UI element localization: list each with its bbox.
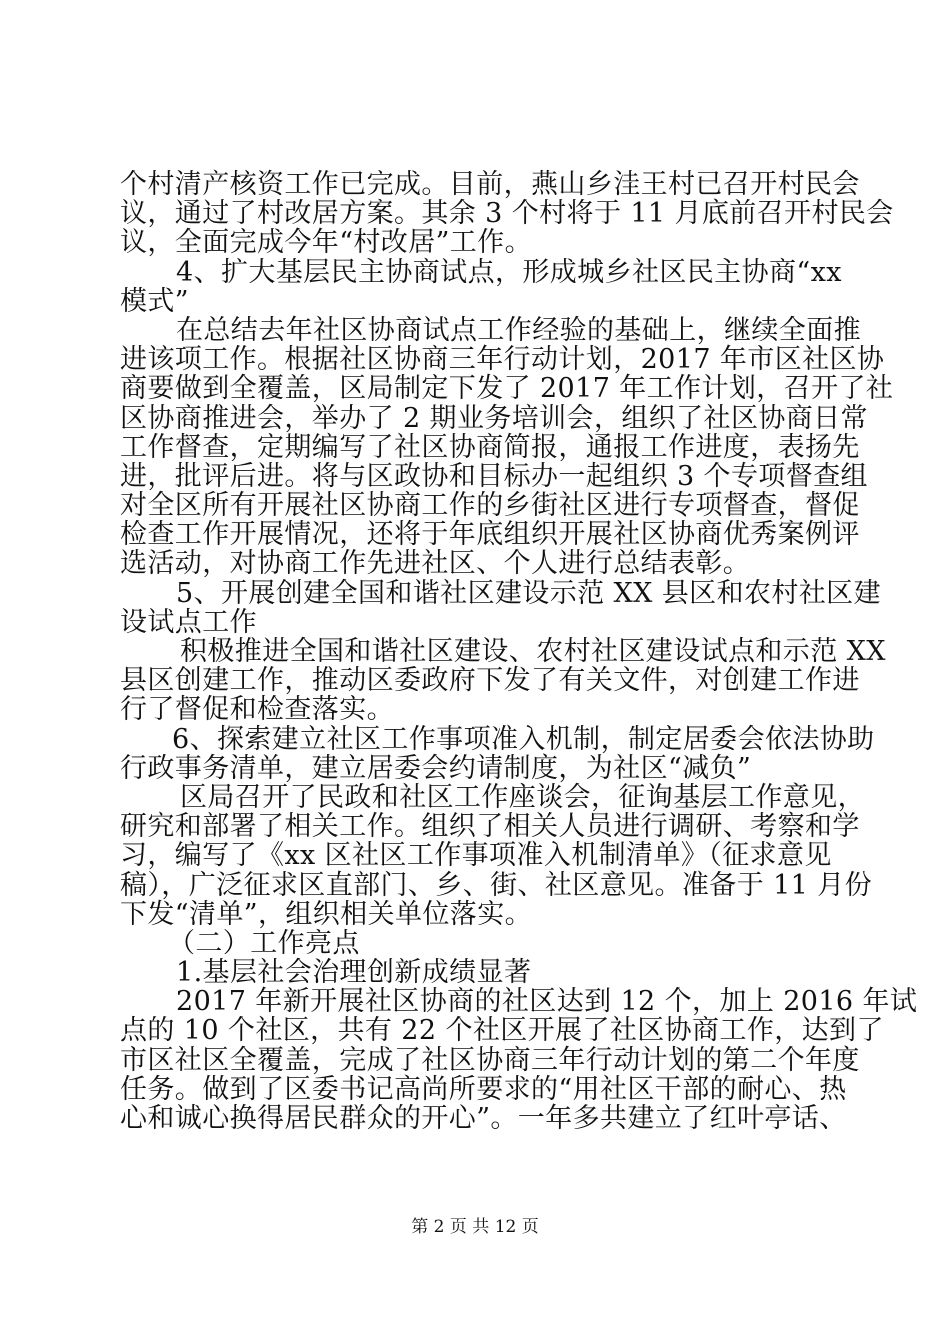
section-heading-cont: 模式”: [120, 285, 190, 317]
section-heading: 4、扩大基层民主协商试点，形成城乡社区民主协商“xx: [176, 256, 842, 288]
text-line: 2017 年新开展社区协商的社区达到 12 个，加上 2016 年试: [176, 986, 918, 1018]
text-line: 商要做到全覆盖，区局制定下发了 2017 年工作计划，召开了社: [120, 373, 894, 405]
text-line: 进该项工作。根据社区协商三年行动计划，2017 年市区社区协: [120, 344, 885, 376]
document-body: [120, 169, 918, 1134]
text-line: 选活动，对协商工作先进社区、个人进行总结表彰。: [120, 548, 751, 580]
text-line: 稿），广泛征求区直部门、乡、街、社区意见。准备于 11 月份: [120, 869, 873, 901]
text-line: 在总结去年社区协商试点工作经验的基础上，继续全面推: [176, 314, 861, 346]
page-number-footer: 第 2 页 共 12 页: [411, 1217, 539, 1237]
text-line: 议，全面完成今年“村改居”工作。: [120, 227, 533, 259]
text-line: 县区创建工作，推动区委政府下发了有关文件，对创建工作进: [120, 665, 860, 697]
text-line: 个村清产核资工作已完成。目前，燕山乡洼王村已召开村民会: [120, 169, 860, 200]
text-line: 积极推进全国和谐社区建设、农村社区建设试点和示范 XX: [180, 636, 886, 667]
text-line: 任务。做到了区委书记高尚所要求的“用社区干部的耐心、热: [120, 1073, 847, 1105]
text-line: 心和诚心换得居民群众的开心”。一年多共建立了红叶亭话、: [120, 1103, 847, 1134]
text-line: 对全区所有开展社区协商工作的乡街社区进行专项督查，督促: [120, 490, 860, 522]
text-line: 点的 10 个社区，共有 22 个社区开展了社区协商工作，达到了: [120, 1015, 884, 1047]
text-line: 工作督查，定期编写了社区协商简报，通报工作进度，表扬先: [120, 431, 860, 463]
text-line: 检查工作开展情况，还将于年底组织开展社区协商优秀案例评: [120, 519, 860, 551]
item-heading: 1.基层社会治理创新成绩显著: [176, 957, 532, 989]
text-line: 议，通过了村改居方案。其余 3 个村将于 11 月底前召开村民会: [120, 198, 894, 230]
section-heading: 5、开展创建全国和谐社区建设示范 XX 县区和农村社区建: [176, 577, 881, 609]
text-line: 进，批评后进。将与区政协和目标办一起组织 3 个专项督查组: [120, 460, 868, 492]
text-line: 下发“清单”，组织相关单位落实。: [120, 898, 533, 930]
section-heading-cont: 行政事务清单，建立居委会约请制度，为社区“减负”: [120, 752, 752, 784]
text-line: 市区社区全覆盖，完成了社区协商三年行动计划的第二个年度: [120, 1044, 860, 1076]
text-line: 研究和部署了相关工作。组织了相关人员进行调研、考察和学: [120, 811, 860, 843]
text-line: 区局召开了民政和社区工作座谈会，征询基层工作意见，: [180, 781, 865, 813]
text-line: 行了督促和检查落实。: [120, 694, 394, 726]
section-heading: 6、探索建立社区工作事项准入机制，制定居委会依法协助: [172, 723, 875, 755]
text-line: 区协商推进会，举办了 2 期业务培训会，组织了社区协商日常: [120, 402, 868, 434]
section-heading-cont: 设试点工作: [120, 606, 257, 638]
text-line: 习，编写了《xx 区社区工作事项准入机制清单》（征求意见: [120, 840, 832, 872]
subsection-heading: （二）工作亮点: [168, 927, 360, 959]
